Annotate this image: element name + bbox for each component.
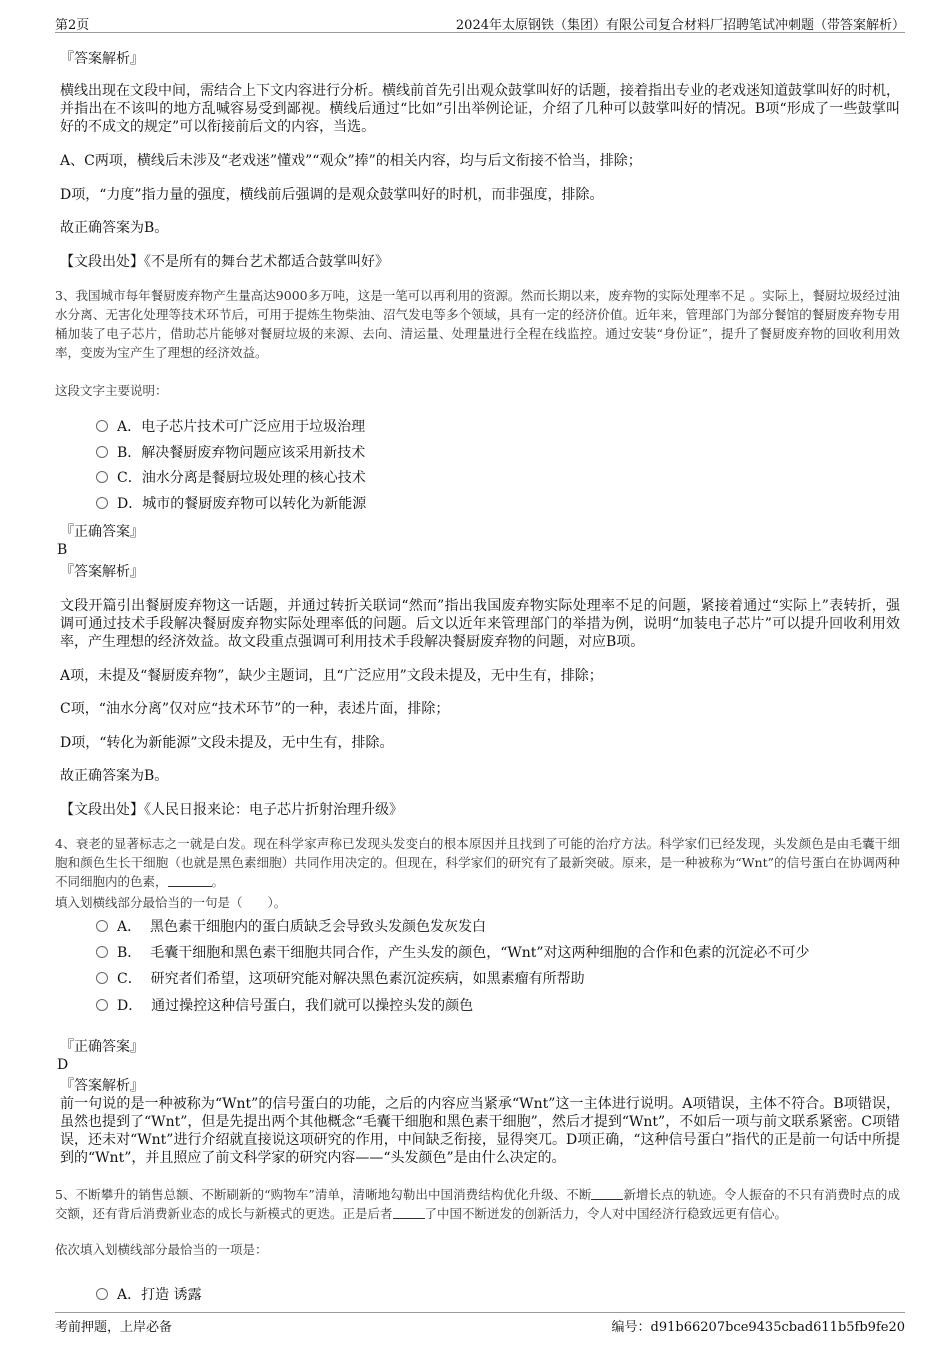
q2-source-title: 《不是所有的舞台艺术都适合鼓掌叫好》 bbox=[144, 254, 389, 270]
q3-note-c: C项，“油水分离”仅对应“技术环节”的一种，表述片面，排除； bbox=[60, 701, 450, 717]
q3-answer: B bbox=[57, 542, 68, 558]
q4-prompt: 填入划横线部分最恰当的一句是（ ）。 bbox=[55, 895, 287, 910]
page-footer bbox=[55, 1312, 905, 1333]
q3-analysis-text: 文段开篇引出餐厨废弃物这一话题，并通过转折关联词“然而”指出我国废弃物实际处理率不足的问题，紧接着通过“实际上”表转折，强调可通过技术手段解决餐厨废弃物实际处理率低的问题。后文以近年来管理部门的举措为例，说明“加装电子芯片”可以提升回收利用效率，产生理想的经济效益。故文段重点强调可利用技术手段解决餐厨废弃物的问题，对应B项。 bbox=[60, 598, 900, 650]
q4-answer: D bbox=[57, 1057, 69, 1073]
option-letter: C． bbox=[117, 470, 142, 486]
q3-option-b[interactable] bbox=[96, 444, 365, 462]
radio-icon[interactable] bbox=[96, 920, 108, 932]
q3-note-a: A项，未提及“餐厨废弃物”，缺少主题词，且“广泛应用”文段未提及，无中生有，排除； bbox=[60, 668, 603, 684]
correct-answer-label: 『正确答案』 bbox=[60, 1039, 144, 1055]
q4-blank bbox=[168, 874, 212, 887]
q2-analysis-text: 横线出现在文段中间，需结合上下文内容进行分析。横线前首先引出观众鼓掌叫好的话题，接着指出专业的老戏迷知道鼓掌叫好的时机，并指出在不该叫的地方乱喊容易受到鄙视。横线后通过“比如”引出举例论证，介绍了几种可以鼓掌叫好的情况。B项“形成了一些鼓掌叫好的不成文的规定”可以衔接前后文的内容，当选。 bbox=[60, 83, 900, 135]
q2-note-d: D项，“力度”指力量的强度，横线前后强调的是观众鼓掌叫好的时机，而非强度，排除。 bbox=[60, 187, 604, 203]
q5-stem-part3: 了中国不断迸发的创新活力，令人对中国经济行稳致远更有信心。 bbox=[424, 1206, 788, 1221]
q5-blank-1 bbox=[591, 1187, 623, 1200]
q5-option-a[interactable] bbox=[96, 1286, 202, 1304]
option-text: 油水分离是餐厨垃圾处理的核心技术 bbox=[141, 470, 366, 486]
option-text: 研究者们希望，这项研究能对解决黑色素沉淀疾病，如黑素瘤有所帮助 bbox=[150, 971, 585, 987]
q5-stem-part2: 新增长点的轨迹。令人振奋的不只有消费时点的成交额，还有背后消费新业态的成长与新模式的更迭。正是后者 bbox=[55, 1187, 900, 1221]
radio-icon[interactable] bbox=[96, 1288, 108, 1300]
q5-blank-2 bbox=[393, 1206, 425, 1219]
option-text: 通过操控这种信号蛋白，我们就可以操控头发的颜色 bbox=[151, 998, 474, 1014]
option-text: 打造 诱露 bbox=[141, 1287, 202, 1303]
page-header bbox=[55, 12, 905, 33]
footer-slogan: 考前押题，上岸必备 bbox=[55, 1320, 173, 1335]
q3-prompt: 这段文字主要说明： bbox=[55, 383, 168, 398]
radio-icon[interactable] bbox=[96, 497, 108, 509]
radio-icon[interactable] bbox=[96, 946, 108, 958]
option-letter: A． bbox=[117, 419, 142, 435]
source-label: 【文段出处】 bbox=[60, 802, 144, 818]
option-text: 城市的餐厨废弃物可以转化为新能源 bbox=[142, 496, 367, 512]
radio-icon[interactable] bbox=[96, 999, 108, 1011]
q3-option-c[interactable] bbox=[96, 469, 366, 487]
q3-option-a[interactable] bbox=[96, 418, 365, 436]
q3-stem: 3、我国城市每年餐厨废弃物产生量高达9000多万吨，这是一笔可以再利用的资源。然而长期以来，废弃物的实际处理率不足 。实际上，餐厨垃圾经过油水分离、无害化处理等技术环节后，可用于提炼生物柴油、沼气发电等多个领域，具有一定的经济价值。近年来，管理部门为部分餐馆的餐厨废弃物专用桶加装了电子芯片，借助芯片能够对餐厨垃圾的来源、去向、清运量、处理量进行全程在线监控。通过安装“身份证”，提升了餐厨废弃物的回收利用效率，变废为宝产生了理想的经济效益。 bbox=[55, 288, 900, 360]
q4-option-b[interactable] bbox=[96, 944, 810, 962]
option-text: 电子芯片技术可广泛应用于垃圾治理 bbox=[141, 419, 366, 435]
option-text: 解决餐厨废弃物问题应该采用新技术 bbox=[141, 445, 366, 461]
q3-source-title: 《人民日报来论：电子芯片折射治理升级》 bbox=[144, 802, 403, 818]
q2-conclusion: 故正确答案为B。 bbox=[60, 220, 169, 236]
q5-stem-part1: 5、不断攀升的销售总额、不断刷新的“购物车”清单，清晰地勾勒出中国消费结构优化升级、不断 bbox=[55, 1187, 592, 1202]
radio-icon[interactable] bbox=[96, 972, 108, 984]
document-title: 2024年太原钢铁（集团）有限公司复合材料厂招聘笔试冲刺题（带答案解析） bbox=[455, 18, 905, 33]
q5-stem bbox=[55, 1185, 900, 1223]
q4-stem bbox=[55, 834, 900, 891]
option-letter: A． bbox=[117, 1287, 142, 1303]
code-value: d91b66207bce9435cbad611b5fb9fe20 bbox=[650, 1320, 905, 1335]
option-letter: C． bbox=[117, 971, 142, 987]
option-letter: A． bbox=[117, 919, 142, 935]
q5-prompt: 依次填入划横线部分最恰当的一项是： bbox=[55, 1242, 268, 1257]
q4-option-c[interactable] bbox=[96, 970, 585, 988]
q3-conclusion: 故正确答案为B。 bbox=[60, 768, 169, 784]
correct-answer-label: 『正确答案』 bbox=[60, 524, 144, 540]
q2-source bbox=[60, 253, 389, 271]
analysis-label: 『答案解析』 bbox=[60, 564, 144, 580]
q4-stem-end: 。 bbox=[211, 874, 225, 889]
document-code bbox=[612, 1316, 905, 1335]
option-letter: B． bbox=[117, 445, 142, 461]
page-number: 第2页 bbox=[55, 18, 90, 33]
code-label: 编号： bbox=[611, 1320, 651, 1335]
analysis-label: 『答案解析』 bbox=[60, 51, 144, 67]
analysis-label: 『答案解析』 bbox=[60, 1078, 144, 1094]
option-text: 黑色素干细胞内的蛋白质缺乏会导致头发颜色发灰发白 bbox=[150, 919, 487, 935]
q4-option-d[interactable] bbox=[96, 997, 473, 1015]
option-text: 毛囊干细胞和黑色素干细胞共同合作，产生头发的颜色，“Wnt”对这两种细胞的合作和色素的沉淀必不可少 bbox=[150, 945, 810, 961]
radio-icon[interactable] bbox=[96, 446, 108, 458]
q4-analysis-text: 前一句说的是一种被称为“Wnt”的信号蛋白的功能，之后的内容应当紧承“Wnt”这一主体进行说明。A项错误，主体不符合。B项错误，虽然也提到了“Wnt”，但是先提出两个其他概念“毛囊干细胞和黑色素干细胞”，然后才提到“Wnt”，不如后一项与前文联系紧密。C项错误，还未对“Wnt”进行介绍就直接说这项研究的作用，中间缺乏衔接，显得突兀。D项正确，“这种信号蛋白”指代的正是前一句话中所提到的“Wnt”，并且照应了前文科学家的研究内容——“头发颜色”是由什么决定的。 bbox=[60, 1096, 900, 1166]
radio-icon[interactable] bbox=[96, 420, 108, 432]
q4-stem-text: 4、衰老的显著标志之一就是白发。现在科学家声称已发现头发变白的根本原因并且找到了可能的治疗方法。科学家们已经发现，头发颜色是由毛囊干细胞和颜色生长干细胞（也就是黑色素细胞）共同作用决定的。但现在，科学家们的研究有了最新突破。原来，是一种被称为“Wnt”的信号蛋白在协调两种不同细胞内的色素， bbox=[55, 836, 900, 889]
option-letter: D． bbox=[117, 496, 143, 512]
q3-source bbox=[60, 801, 403, 819]
q2-note-ac: A、C两项，横线后未涉及“老戏迷”懂戏”“观众”捧”的相关内容，均与后文衔接不恰当，排除； bbox=[60, 153, 642, 169]
source-label: 【文段出处】 bbox=[60, 254, 144, 270]
q3-note-d: D项，“转化为新能源”文段未提及，无中生有，排除。 bbox=[60, 735, 394, 751]
option-letter: B． bbox=[117, 945, 142, 961]
q3-option-d[interactable] bbox=[96, 495, 366, 513]
radio-icon[interactable] bbox=[96, 471, 108, 483]
q4-option-a[interactable] bbox=[96, 918, 486, 936]
option-letter: D． bbox=[117, 998, 143, 1014]
